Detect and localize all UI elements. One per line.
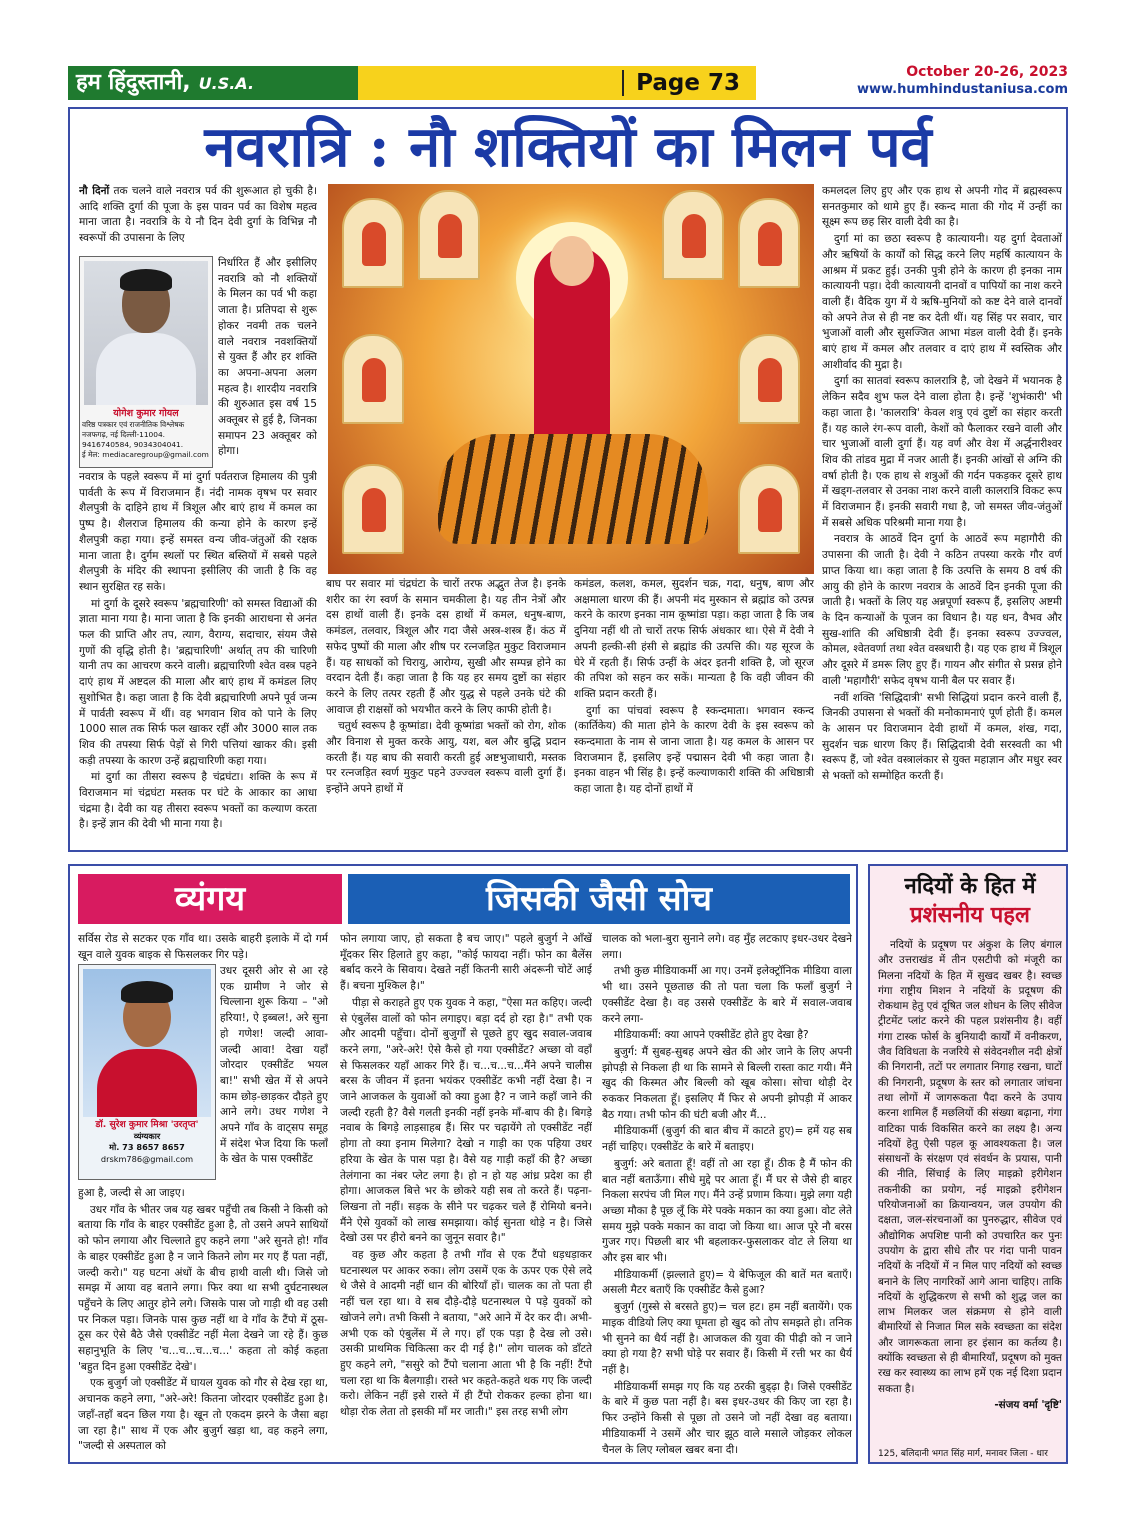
author-phone: 9416740584, 9034304041. (82, 440, 184, 449)
paragraph: मीडियाकर्मी (बुजुर्ग की बात बीच में काटते हुए)= हमें यह सब नहीं चाहिए। एक्सीडेंट के बारे में बताइए। (602, 1125, 852, 1154)
satire-title: जिसकी जैसी सोच (348, 874, 850, 924)
goddess-durga-illustration (328, 184, 814, 574)
sidebar-title-line-1: नदियों के हित में (904, 874, 1036, 899)
paragraph: मां दुर्गा का तीसरा स्वरूप है चंद्रघंटा। शक्ति के रूप में विराजमान मां चंद्रघंटा मस्तक पर घंटे के आकार का आधा चंद्रमा है। देवी का यह तीसरा स्वरूप भक्तों का कल्याण करता है। इन्हें ज्ञान की देवी भी माना गया है। (79, 771, 317, 831)
shrine-icon (342, 198, 404, 288)
author-email: ई मेल: mediacaregroup@gmail.com (82, 450, 209, 459)
paragraph: नवरात्र के पहले स्वरूप में मां दुर्गा पर्वतराज हिमालय की पुत्री पार्वती के रूप में विराजमान हैं। नंदी नामक वृषभ पर सवार शैलपुत्री के दाहिने हाथ में त्रिशूल और बाएं हाथ में कमल का पुष्प है। शैलराज हिमालय की कन्या होने के कारण इन्हें शैलपुत्री कहा गया। इन्हें समस्त वन्य जीव-जंतुओं की रक्षक माना जाता है। दुर्गम स्थलों पर स्थित बस्तियों में सबसे पहले शैलपुत्री के मंदिर की स्थापना इसीलिए की जाती है कि वह स्थान सुरक्षित रह सके। (79, 471, 317, 593)
author-box (79, 256, 213, 468)
paragraph: बुजुर्ग (गुस्से से बरसते हुए)= चल हट। हम नहीं बतायेंगे। एक माइक वीडियो लिए क्या घूमता हो खुद को तोप समझते हो। तनिक भी सुनने का धैर्य नहीं है। आजकल की युवा की पीढ़ी को न जाने क्या हो गया है? सभी घोड़े पर सवार हैं। किसी में रत्ती भर का धैर्य नहीं है। (602, 1301, 852, 1376)
author-address: नजफगढ़, नई दिल्ली-11004. (82, 430, 166, 439)
satire-author-phone: मो. 73 8657 8657 (109, 1142, 185, 1152)
paragraph: चालक को भला-बुरा सुनाने लगे। वह मुँह लटकाए इधर-उधर देखने लगा। (602, 933, 852, 961)
author-designation: वरिष्ठ पत्रकार एवं राजनीतिक विश्लेषक (82, 420, 185, 429)
paragraph: दुर्गा का पांचवां स्वरूप है स्कन्दमाता। भगवान स्कन्द (कार्तिकेय) की माता होने के कारण देवी के इस स्वरूप को स्कन्दमाता के नाम से जाना जाता है। यह कमल के आसन पर विराजमान हैं, इसलिए इन्हें पद्मासन देवी भी कहा जाता है। इनका वाहन भी सिंह है। इन्हें कल्याणकारी शक्ति की अधिष्ठात्री कहा जाता है। यह दोनों हाथों में (574, 704, 814, 796)
lead-column-4 (822, 184, 1062, 850)
website-link[interactable]: www.humhindustaniusa.com (856, 82, 1068, 97)
paragraph: मीडियाकर्मी: क्या आपने एक्सीडेंट होते हुए देखा है? (614, 1029, 809, 1042)
satire-author-photo (83, 969, 211, 1117)
shrine-icon (418, 190, 480, 280)
page-number: Page 73 (622, 70, 740, 96)
sidebar-title (876, 872, 1064, 930)
paragraph: कमंडल, कलश, कमल, सुदर्शन चक्र, गदा, धनुष, बाण और अक्षमाला धारण की हैं। अपनी मंद मुस्कान से ब्रह्मांड को उत्पन्न करने के कारण इनका नाम कूष्मांडा पड़ा। कहा जाता है कि जब दुनिया नहीं थी तो चारों तरफ सिर्फ अंधकार था। ऐसे में देवी ने अपनी हल्की-सी हंसी से ब्रह्मांड की उत्पत्ति की। यह सूरज के घेरे में रहती हैं। सिर्फ उन्हीं के अंदर इतनी शक्ति है, जो सूरज की तपिश को सहन कर सकें। मान्यता है कि वही जीवन की शक्ति प्रदान करती हैं। (574, 578, 814, 700)
satire-author-name: डॉ. सुरेश कुमार मिश्रा 'उरतृप्त' (95, 1119, 199, 1130)
author-photo (84, 261, 208, 405)
paragraph: वह कुछ और कहता है तभी गाँव से एक टैंपो धड़धड़ाकर घटनास्थल पर आकर रुका। लोग उसमें एक के ऊपर एक ऐसे लदे थे जैसे वे आदमी नहीं धान की बोरियाँ हों। चालक का तो पता ही नहीं चल रहा था। वे सब दौड़े-दौड़े घटनास्थल पे पड़े युवकों को खोजने लगे। तभी किसी ने बताया, "अरे आने में देर कर दी। अभी-अभी एक को एंबुलेंस में ले गए। हाँ एक पड़ा है देख लो उसे। उसकी प्राथमिक चिकित्सा कर दी गई है।" लोग चालक को डाँटते हुए कहने लगे, "ससुरे को टैंपो चलाना आता भी है कि नहीं! टैंपो चला रहा था कि बैलगाड़ी। रास्ते भर कहते-कहते थक गए कि जल्दी करो। लेकिन नहीं इसे रास्ते में ही टैंपो रोककर हल्का होना था। थोड़ा रोक लेता तो इसकी माँ मर जाती।" इस तरह सभी लोग (340, 1249, 592, 1419)
paragraph: नदियों के प्रदूषण पर अंकुश के लिए बंगाल और उत्तराखंड में तीन एसटीपी को मंजूरी का मिलना नदियों के हित में सुखद खबर है। स्वच्छ गंगा राष्ट्रीय मिशन ने नदियों के प्रदूषण की रोकथाम हेतु एवं दूषित जल शोधन के लिए सीवेज ट्रीटमेंट प्लांट करने की पहल प्रशंसनीय है। वहीं गंगा टास्क फोर्स के बुनियादी कार्यों में वनीकरण, जैव विविधता के नजरिये से संवेदनशील नदी क्षेत्रों की निगरानी, तटों पर लगातार निगाह रखना, घाटों की निगरानी, प्रदूषण के स्तर को लगातार जांचना तथा लोगों में जागरूकता पैदा करने के उपाय करना शामिल हैं मछलियों की संख्या बढ़ाना, गंगा वाटिका पार्क विकसित करने का लक्ष्य है। अन्य नदियों हेतु ऐसी पहल कू आवश्यकता है। जल संसाधनों के संरक्षण एवं संवर्धन के प्रयास, पानी की नीति, सिंचाई के लिए माइक्रो इरीगेशन तकनीकी का प्रयोग, नई माइक्रो इरीगेशन परियोजनाओं का क्रियान्वयन, जल उपयोग की दक्षता, जल-संरचनाओं का पुनरुद्धार, सीवेज एवं औद्योगिक अपशिष्ट पानी को उपचारित कर पुनः उपयोग के द्वारा सीधे तौर पर गंदा पानी पावन नदियों के नदियों में न मिल पाए नदियों को स्वच्छ बनाने के लिए नागरिकों आगे आना चाहिए। ताकि नदियों के शुद्धिकरण से सभी को शुद्ध जल का लाभ मिलकर जल संक्रमण से होने वाली बीमारियों से निजात मिल सके स्वच्छता का संदेश और जागरूकता लाना हर इंसान का कर्तव्य है। क्योंकि स्वच्छता से ही बीमारियाँ, प्रदूषण को मुक्त रख कर स्वास्थ्य का लाभ हमें एक नई दिशा प्रदान सकता है। (878, 939, 1062, 1395)
lead-article (68, 107, 1068, 852)
author-name: योगेश कुमार गोयल (113, 408, 179, 419)
lead-column-1-beside-photo (218, 256, 317, 470)
paragraph: उधर दूसरी ओर से आ रहे एक ग्रामीण ने जोर से चिल्लाना शुरू किया – "ओ हरिया!, ऐ इब्बल!, अरे सुना हो गणेश! जल्दी आवा-जल्दी आवा! देखा यहाँ जोरदार एक्सीडेंट भयल बा!" सभी खेत में से अपने काम छोड़-छाड़कर दौड़ते हुए आने लगे। उधर गणेश ने अपने गाँव के वाट्सप समूह में संदेश भेज दिया कि फलाँ के खेत के पास एक्सीडेंट (220, 965, 328, 1166)
satire-column-3 (602, 932, 852, 1460)
satire-column-2 (340, 932, 592, 1460)
shrine-icon (342, 464, 404, 554)
paragraph: फोन लगाया जाए, हो सकता है बच जाए।" पहले बुजुर्ग ने आँखें मूँदकर सिर हिलाते हुए कहा, "कोई फायदा नहीं। फोन का बैलेंस बर्बाद करने के सिवाय। देखते नहीं कितनी सारी अंदरूनी चोटें आई हैं। बचना मुश्किल है।" (340, 933, 592, 993)
brand-suffix: U.S.A. (198, 74, 255, 93)
newspaper-brand (68, 66, 358, 100)
paragraph: तभी कुछ मीडियाकर्मी आ गए। उनमें इलेक्ट्रॉनिक मीडिया वाला भी था। उसने पूछताछ की तो पता चला कि फलाँ बुजुर्ग ने एक्सीडेंट देखा है। वह उससे एक्सीडेंट के बारे में सवाल-जवाब करने लगा- (602, 965, 852, 1025)
page-number-box (358, 66, 756, 100)
satire-author-email: drskm786@gmail.com (100, 1153, 194, 1164)
satire-author-caption (81, 1119, 213, 1165)
sidebar-body (878, 938, 1062, 1448)
goddess-face (550, 236, 594, 286)
issue-date: October 20-26, 2023 (906, 64, 1068, 80)
paragraph: पीड़ा से कराहते हुए एक युवक ने कहा, "ऐसा मत कहिए। जल्दी से एंबुलेंस वालों को फोन लगाइए। बड़ा दर्द हो रहा है।" तभी एक और आदमी पहुँचा। दोनों बुजुर्गों से पूछते हुए खुद सवाल-जवाब करने लगा, "अरे-अरे! ऐसे कैसे हो गया एक्सीडेंट? अच्छा वो वहाँ से फिसलकर यहाँ आकर गिरे हैं। च...च...च...मैंने अपने चालीस बरस के जीवन में इतना भयंकर एक्सीडेंट कभी नहीं देखा है। न जाने आजकल के युवाओं को क्या हुआ है? न जाने कहाँ जाने की जल्दी रहती है? वैसे गलती इनकी नहीं इनके माँ-बाप की है। बिगड़े नवाब के बिगड़े लाड़साहब हैं। सिर पर चढ़ायेंगे तो एक्सीडेंट नहीं होगा तो क्या इनाम मिलेगा? देखो न गाड़ी का एक पहिया उधर हरिया के खेत के पास पड़ा है। वैसे यह गाड़ी कहाँ की है? अच्छा तेलंगाना का नंबर प्लेट लगा है। हो न हो यह आंध्र प्रदेश का ही होगा। आजकल बित्ते भर के छोकरे यही सब तो करते हैं। पढ़ना-लिखना तो नहीं। सड़क के सीने पर चढ़कर चले हैं रोमियो बनने। मैंने ऐसे युवकों को लाख समझाया। कोई सुनता थोड़े न है। जिसे देखो उस पर हीरो बनने का जुनून सवार है।" (340, 996, 592, 1245)
intro-bold-text: नौ दिनों (79, 185, 110, 197)
intro-text: तक चलने वाले नवरात्र पर्व की शुरूआत हो चुकी है। आदि शक्ति दुर्गा की पूजा के इस पावन पर्व का विशेष महत्व माना जाता है। नवरात्रि के ये नौ दिन देवी दुर्गा के विभिन्न नौ स्वरूपों की उपासना के लिए (79, 185, 317, 245)
sidebar-title-line-2: प्रशंसनीय पहल (910, 903, 1030, 928)
paragraph: एक बुजुर्ग जो एक्सीडेंट में घायल युवक को गौर से देख रहा था, अचानक कहने लगा, "अरे-अरे! कितना जोरदार एक्सीडेंट हुआ है। जहाँ-तहाँ बदन छिल गया है। खून तो एकदम झरने के जैसा बहा जा रहा है।" साथ में एक और बुजुर्ग खड़ा था, वह कहने लगा, "जल्दी से अस्पताल को (78, 1377, 328, 1453)
paragraph: दुर्गा मां का छठा स्वरूप है कात्यायनी। यह दुर्गा देवताओं और ऋषियों के कार्यों को सिद्ध करने लिए महर्षि कात्यायन के आश्रम में प्रकट हुई। उनकी पुत्री होने के कारण ही इनका नाम कात्यायनी पड़ा। देवी कात्यायनी दानवों व पापियों का नाश करने वाली हैं। वैदिक युग में ये ऋषि-मुनियों को कष्ट देने वाले दानवों को अपने तेज से ही नष्ट कर देती थीं। यह सिंह पर सवार, चार भुजाओं वाली और सुसज्जित आभा मंडल वाली देवी हैं। इनके बाएं हाथ में कमल और तलवार व दाएं हाथ में स्वस्तिक और आशीर्वाद की मुद्रा है। (822, 233, 1062, 371)
shrine-icon (662, 190, 724, 280)
sidebar-article (868, 864, 1068, 1464)
paragraph: मीडियाकर्मी समझ गए कि यह ठरकी बुड्ढ़ा है। जिसे एक्सीडेंट के बारे में कुछ पता नहीं है। बस इधर-उधर की किए जा रहा है। फिर उन्होंने किसी से पूछा तो उसने जो नहीं देखा वह बताया। मीडियाकर्मी ने उसमें और चार झूठ वाले मसाले जोड़कर लोकल चैनल के लिए ग्लोबल खबर बना दी। (602, 1380, 852, 1456)
satire-column-1-beside-photo (220, 964, 328, 1184)
satire-column-1-intro (78, 932, 328, 964)
paragraph: चतुर्थ स्वरूप है कूष्मांडा। देवी कूष्मांडा भक्तों को रोग, शोक और विनाश से मुक्त करके आयु, यश, बल और बुद्धि प्रदान करती हैं। यह बाघ की सवारी करती हुई अष्टभुजाधारी, मस्तक पर रत्नजड़ित स्वर्ण मुकुट पहने उज्ज्वल स्वरूप वाली दुर्गा हैं। इन्होंने अपने हाथों में (326, 720, 566, 796)
paragraph: हुआ है, जल्दी से आ जाइए। (78, 1187, 185, 1199)
paragraph: मां दुर्गा के दूसरे स्वरूप 'ब्रह्मचारिणी' को समस्त विद्याओं की ज्ञाता माना गया है। माना जाता है कि इनकी आराधना से अनंत फल की प्राप्ति और तप, त्याग, वैराग्य, सदाचार, संयम जैसे गुणों की वृद्धि होती है। 'ब्रह्मचारिणी' अर्थात् तप की चारिणी यानी तप का आचरण करने वाली। ब्रह्मचारिणी श्वेत वस्त्र पहने दाएं हाथ में अष्टदल की माला और बाएं हाथ में कमंडल लिए सुशोभित है। कहा जाता है कि देवी ब्रह्मचारिणी अपने पूर्व जन्म में पार्वती स्वरूप में थीं। वह भगवान शिव को पाने के लिए 1000 साल तक सिर्फ फल खाकर रहीं और 3000 साल तक शिव की तपस्या सिर्फ पेड़ों से गिरी पत्तियां खाकर की। इसी कड़ी तपस्या के कारण उन्हें ब्रह्मचारिणी कहा गया। (79, 597, 317, 767)
satire-label: व्यंगय (78, 874, 342, 924)
lead-column-1 (79, 470, 317, 850)
paragraph: कमलदल लिए हुए और एक हाथ से अपनी गोद में ब्रह्मस्वरूप सनतकुमार को थामे हुए हैं। स्कन्द माता की गोद में उन्हीं का सूक्ष्म रूप छह सिर वाली देवी का है। (822, 185, 1062, 229)
paragraph: नवरात्र के आठवें दिन दुर्गा के आठवें रूप महागौरी की उपासना की जाती है। देवी ने कठिन तपस्या करके गौर वर्ण प्राप्त किया था। कहा जाता है कि उत्पत्ति के समय 8 वर्ष की आयु की होने के कारण नवरात्र के आठवें दिन इनकी पूजा की जाती है। भक्तों के लिए यह अन्नपूर्णा स्वरूप हैं, इसलिए अष्टमी के दिन कन्याओं के पूजन का विधान है। यह धन, वैभव और सुख-शांति की अधिष्ठात्री देवी हैं। इनका स्वरूप उज्ज्वल, कोमल, श्वेतवर्णा तथा श्वेत वस्त्रधारी है। यह एक हाथ में त्रिशूल और दूसरे में डमरू लिए हुए हैं। गायन और संगीत से प्रसन्न होने वाली 'महागौरी' सफेद वृषभ यानी बैल पर सवार हैं। (822, 533, 1062, 687)
lead-article-title: नवरात्रि : नौ शक्तियों का मिलन पर्व (204, 114, 932, 180)
shrine-icon (342, 334, 404, 424)
satire-author-box (78, 964, 216, 1180)
paragraph: निर्धारित हैं और इसीलिए नवरात्रि को नौ शक्तियों के मिलन का पर्व भी कहा जाता है। प्रतिपदा से शुरू होकर नवमी तक चलने वाले नवरात्र नवशक्तियों से युक्त हैं और हर शक्ति का अपना-अपना अलग महत्व है। शारदीय नवरात्रि की शुरुआत इस वर्ष 15 अक्तूबर से हुई है, जिनका समापन 23 अक्तूबर को होगा। (218, 257, 317, 458)
shrine-icon (738, 198, 800, 288)
paragraph: बुजुर्ग: मैं सुबह-सुबह अपने खेत की ओर जाने के लिए अपनी झोपड़ी से निकला ही था कि सामने से बिल्ली रास्ता काट गयी। मैंने खुद की किस्मत और बिल्ली को खूब कोसा। सोचा थोड़ी देर रुककर निकलता हूँ। इसलिए मैं फिर से अपनी झोपड़ी में आकर बैठ गया। तभी फोन की घंटी बजी और मैं... (602, 1045, 852, 1121)
sidebar-author-address: 125, बलिदानी भगत सिंह मार्ग, मनावर जिला - धार (878, 1449, 1048, 1459)
paragraph: मीडियाकर्मी (झल्लाते हुए)= ये बेफिजूल की बातें मत बताएँ। असली मैटर बताएँ कि एक्सीडेंट कैसे हुआ? (602, 1268, 852, 1297)
paragraph: उधर गाँव के भीतर जब यह खबर पहुँची तब किसी ने किसी को बताया कि गाँव के बाहर एक्सीडेंट हुआ है, तो उसने अपने साथियों को फोन लगाया और चिल्लाते हुए कहने लगा "अरे सुनते हो! गाँव के बाहर एक्सीडेंट हुआ है न जाने कितने लोग मर गए हैं पता नहीं, जल्दी करो।" यह घटना अंधों के बीच हाथी वाली थी। जिसे जो समझ में आया वह बताने लगा। फिर क्या था सभी दुर्घटनास्थल पहुँचने के लिए आतुर होने लगे। जिसके पास जो गाड़ी थी वह उसी पर निकल पड़ा। जिनके पास कुछ नहीं था वे गाँव के टैंपो में ठूस-ठूस कर ऐसे बैठे जैसे एक्सीडेंट नहीं मेला देखने जा रहे हैं। कुछ सहानुभूति के लिए 'च...च...च...च...' कहता तो कोई कहता 'बहुत दिन हुआ एक्सीडेंट देखे'। (78, 1203, 328, 1373)
lead-column-1-intro (79, 184, 317, 256)
satire-column-1 (78, 1186, 328, 1460)
sidebar-author: -संजय वर्मा 'दृष्टि' (994, 1398, 1062, 1411)
author-caption (82, 407, 210, 460)
paragraph: बुजुर्ग: अरे बताता हूँ! वहीं तो आ रहा हूँ। ठीक है मैं फोन की बात नहीं बताऊँगा। सीधे मुद्दे पर आता हूँ। मैं घर से जैसे ही बाहर निकला सरपंच जी मिल गए। मैंने उन्हें प्रणाम किया। मुझे लगा यही अच्छा मौका है पूछ लूँ कि मेरे पक्के मकान का क्या हुआ। वोट लेते समय मुझे पक्के मकान का वादा जो किया था। आज पूरे नौ बरस गुजर गए। पिछली बार भी बहलाकर-फुसलाकर वोट ले लिया था और इस बार भी। (602, 1157, 852, 1265)
shrine-icon (738, 334, 800, 424)
shrine-icon (738, 464, 800, 554)
masthead (68, 64, 1068, 102)
brand-name: हम हिंदुस्तानी, (76, 70, 191, 95)
paragraph: बाघ पर सवार मां चंद्रघंटा के चारों तरफ अद्भुत तेज है। इनके शरीर का रंग स्वर्ण के समान चमकीला है। यह तीन नेत्रों और दस हाथों वाली हैं। इनके दस हाथों में कमल, धनुष-बाण, कमंडल, तलवार, त्रिशूल और गदा जैसे अस्त्र-शस्त्र हैं। कंठ में सफेद पुष्पों की माला और शीष पर रत्नजड़ित मुकुट विराजमान हैं। यह साधकों को चिरायु, आरोग्य, सुखी और सम्पन्न होने का वरदान देती हैं। कहा जाता है कि यह हर समय दुष्टों का संहार करने के लिए तत्पर रहती हैं और युद्ध से पहले उनके घंटे की आवाज ही राक्षसों को भयभीत करने के लिए काफी होती है। (326, 578, 566, 716)
tiger-icon (438, 434, 708, 544)
paragraph: नवीं शक्ति 'सिद्धिदात्री' सभी सिद्धियां प्रदान करने वाली हैं, जिनकी उपासना से भक्तों की मनोकामनाएं पूर्ण होती हैं। कमल के आसन पर विराजमान देवी हाथों में कमल, शंख, गदा, सुदर्शन चक्र धारण किए हैं। सिद्धिदात्री देवी सरस्वती का भी स्वरूप हैं, जो श्वेत वस्त्रालंकार से युक्त महाज्ञान और मधुर स्वर से भक्तों को सम्मोहित करती हैं। (822, 691, 1062, 783)
paragraph: दुर्गा का सातवां स्वरूप कालरात्रि है, जो देखने में भयानक है लेकिन सदैव शुभ फल देने वाला होता है। इन्हें 'शुभंकारी' भी कहा जाता है। 'कालरात्रि' केवल शत्रु एवं दुष्टों का संहार करती हैं। यह काले रंग-रूप वाली, केशों को फैलाकर रखने वाली और चार भुजाओं वाली दुर्गा हैं। यह वर्ण और वेश में अर्द्धनारीश्वर शिव की तांडव मुद्रा में नजर आती हैं। इनकी आंखों से अग्नि की वर्षा होती है। एक हाथ से शत्रुओं की गर्दन पकड़कर दूसरे हाथ में खड्ग-तलवार से उनका नाश करने वाली कालरात्रि विकट रूप में विराजमान हैं। इनकी सवारी गधा है, जो समस्त जीव-जंतुओं में सबसे अधिक परिश्रमी माना गया है। (822, 375, 1062, 529)
satire-article (68, 864, 858, 1464)
lead-column-2 (326, 577, 566, 850)
satire-author-role: व्यंग्यकार (133, 1130, 161, 1141)
paragraph: सर्विस रोड से सटकर एक गाँव था। उसके बाहरी इलाके में दो गर्म खून वाले युवक बाइक से फिसलकर गिर पड़े। (78, 933, 328, 961)
lead-column-3 (574, 577, 814, 850)
